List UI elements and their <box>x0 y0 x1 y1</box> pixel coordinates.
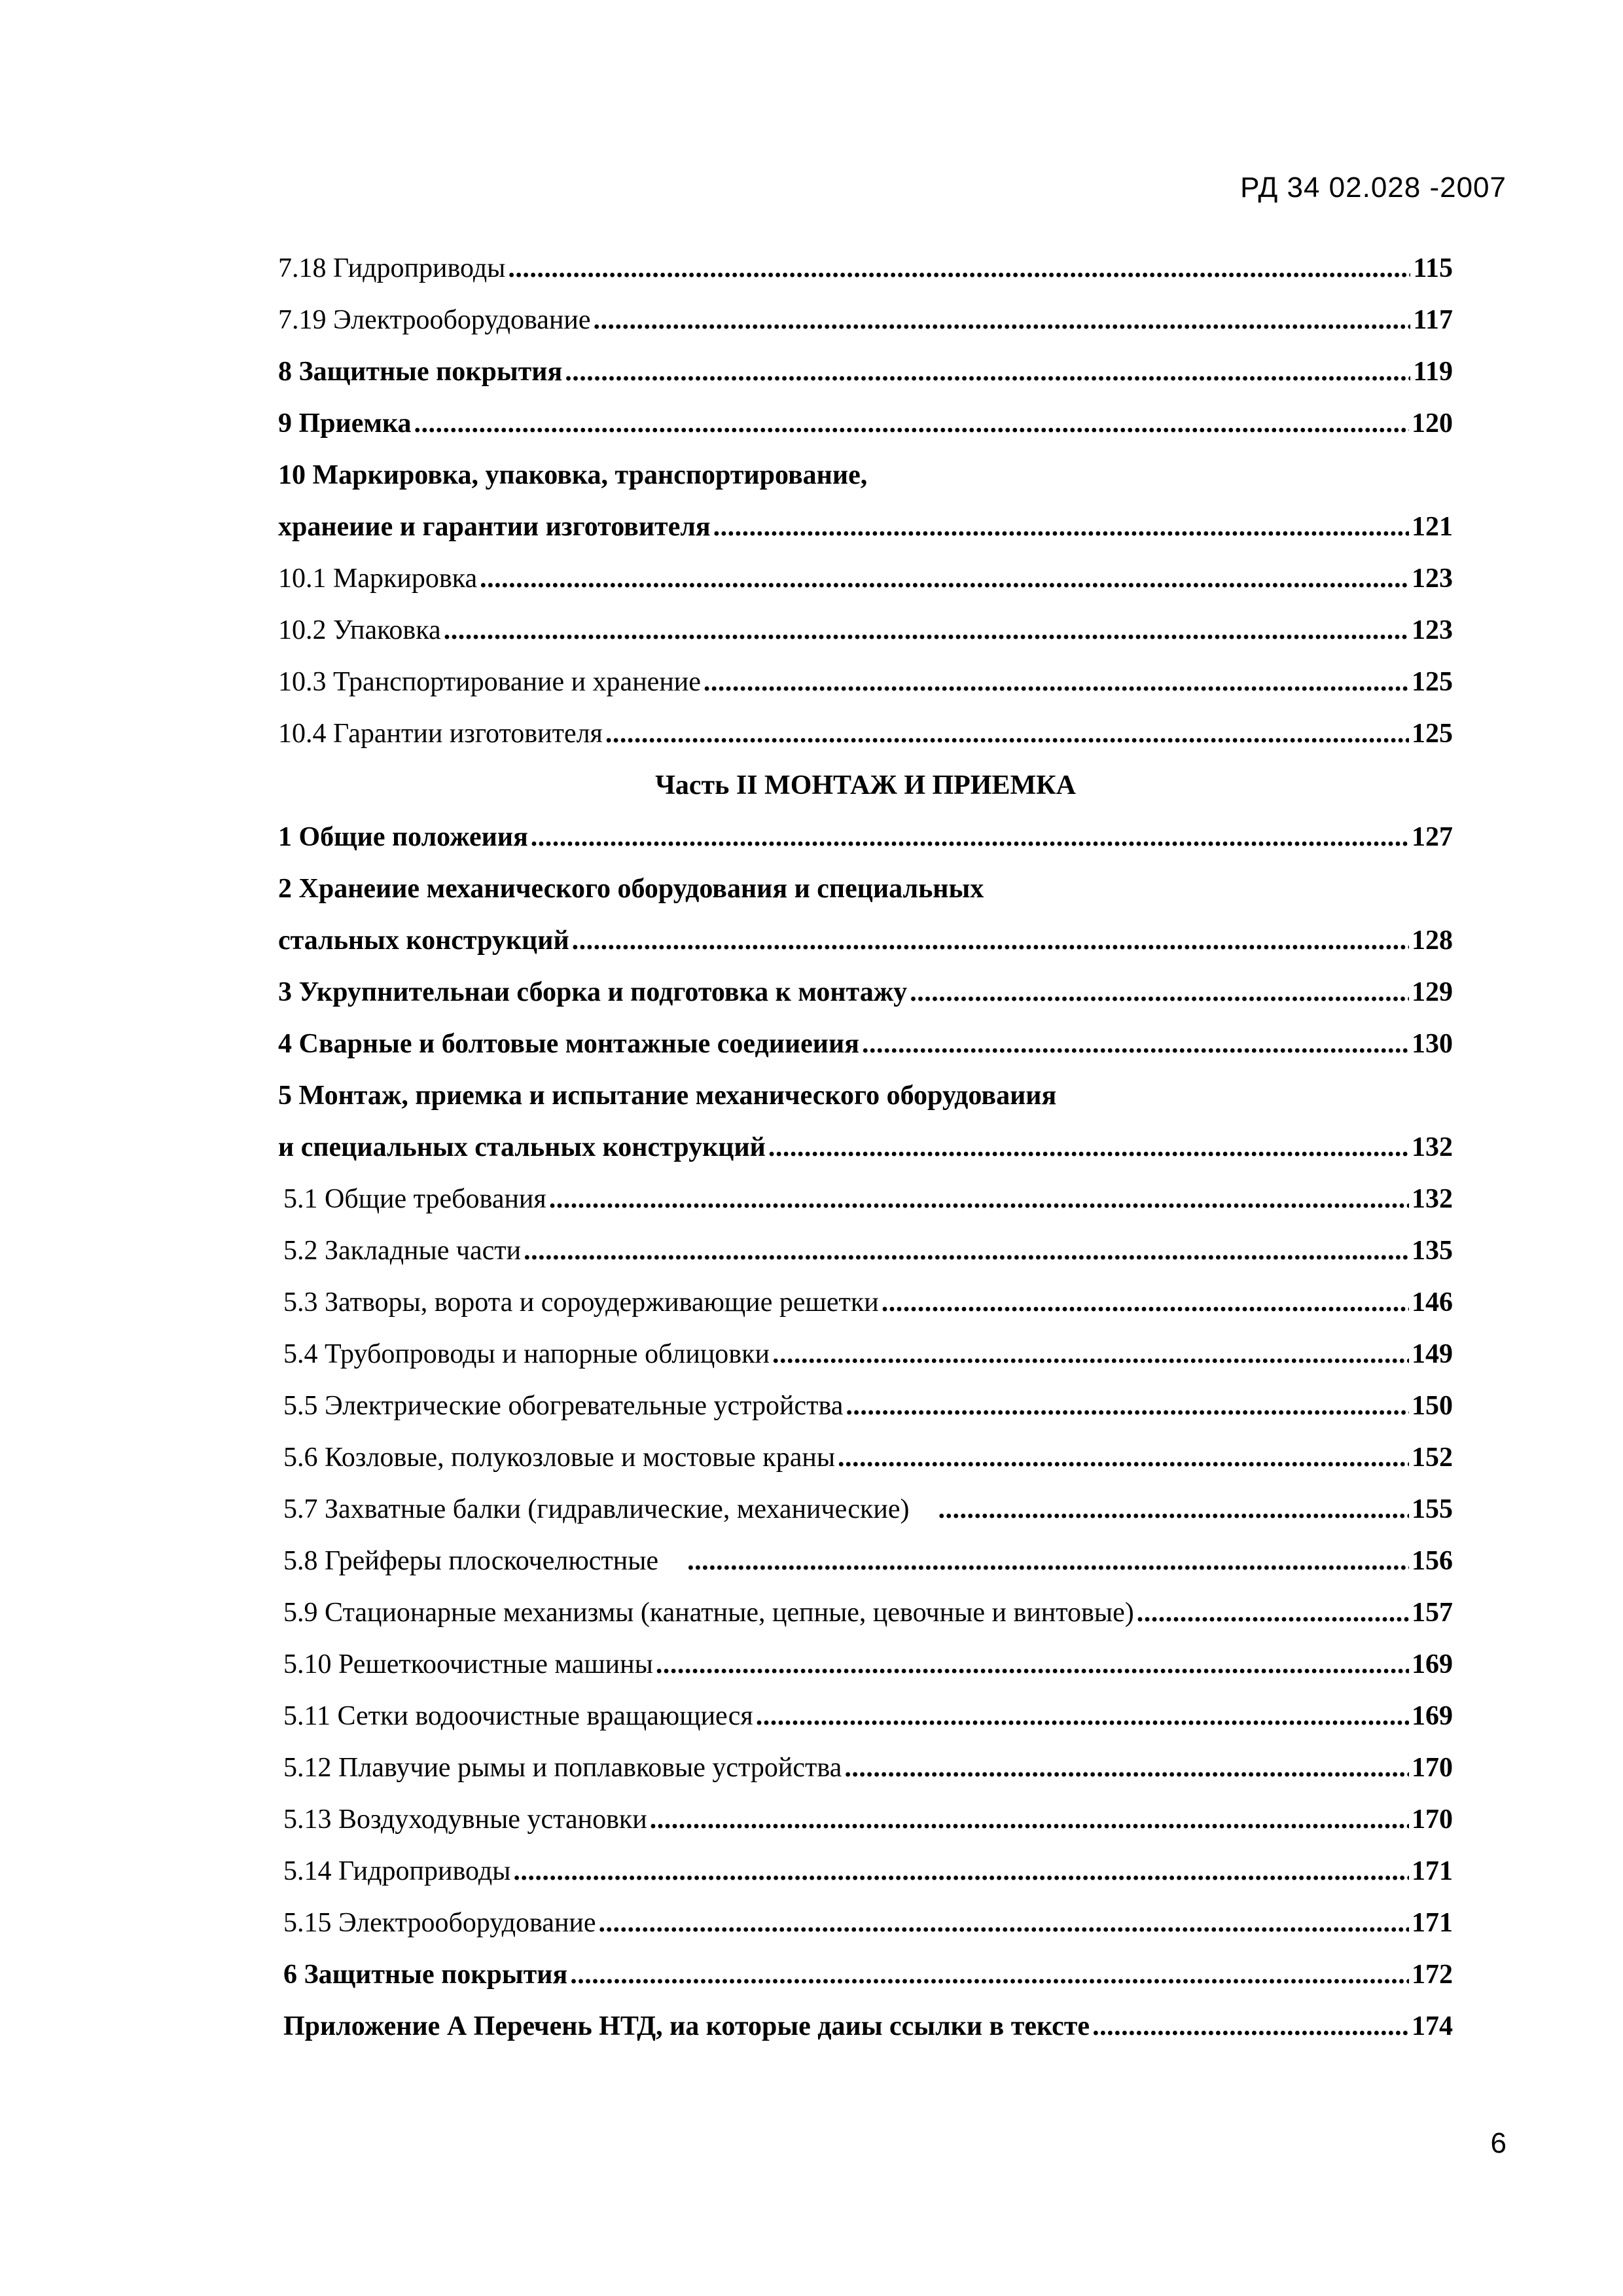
toc-entry-page: 129 <box>1412 977 1453 1007</box>
toc-entry-title: 9 Приемка <box>278 408 412 439</box>
dot-leader <box>862 1030 1409 1058</box>
toc-entry-page: 149 <box>1412 1338 1453 1369</box>
toc-row[interactable] <box>278 1328 1453 1380</box>
toc-entry-page: 152 <box>1412 1442 1453 1473</box>
toc-part2 <box>278 811 1453 2052</box>
toc-entry-page: 135 <box>1412 1235 1453 1266</box>
dot-leader <box>524 1237 1409 1265</box>
toc-entry-title: 3 Укрупнительнаи сборка и подготовка к монтажу <box>278 977 908 1007</box>
toc-entry-title: 5.3 Затворы, ворота и сороудерживающие решетки <box>283 1287 879 1318</box>
toc-entry-title: и специальных стальных конструкций <box>278 1132 766 1162</box>
toc-row[interactable] <box>278 1690 1453 1742</box>
toc-entry-title: 1 Общие положеиия <box>278 821 528 852</box>
toc-entry-title: 5.13 Воздуходувные установки <box>283 1804 647 1835</box>
dot-leader <box>594 306 1411 334</box>
part-heading: Часть II МОНТАЖ И ПРИЕМКА <box>655 770 1076 800</box>
toc-entry-title: 5.6 Козловые, полукозловые и мостовые краны <box>283 1442 836 1473</box>
toc-row[interactable] <box>278 1845 1453 1897</box>
toc-entry-title: 5.14 Гидроприводы <box>283 1856 511 1886</box>
toc-entry-title: 10.3 Транспортирование и хранение <box>278 666 701 697</box>
toc-entry-page: 146 <box>1412 1287 1453 1318</box>
toc-entry-title: 5.9 Стационарные механизмы (канатные, цепные, цевочные и винтовые) <box>283 1597 1134 1628</box>
toc-entry-page: 117 <box>1413 304 1453 335</box>
toc-entry-title: Приложение А Перечень НТД, иа которые даиы ссылки в тексте <box>283 2011 1090 2041</box>
toc-row[interactable] <box>278 1121 1453 1173</box>
toc-entry-page: 170 <box>1412 1804 1453 1835</box>
toc-entry-page: 125 <box>1412 666 1453 697</box>
toc-entry-page: 132 <box>1412 1132 1453 1162</box>
toc-part1 <box>278 242 1453 759</box>
toc-row[interactable] <box>278 501 1453 552</box>
dot-leader <box>572 927 1409 954</box>
toc-row[interactable] <box>278 346 1453 397</box>
dot-leader <box>444 617 1409 644</box>
toc-entry-title: 5.15 Электрооборудование <box>283 1907 596 1938</box>
toc-entry-page: 132 <box>1412 1183 1453 1214</box>
toc-entry-page: 172 <box>1412 1959 1453 1990</box>
toc-row[interactable] <box>278 552 1453 604</box>
toc-entry-page: 150 <box>1412 1390 1453 1421</box>
table-of-contents <box>278 242 1453 2052</box>
toc-entry-title: хранеиие и гарантии изготовителя <box>278 511 711 542</box>
dot-leader <box>508 255 1410 282</box>
toc-entry-page: 174 <box>1412 2011 1453 2041</box>
toc-row[interactable] <box>278 397 1453 449</box>
toc-entry-title: 10.1 Маркировка <box>278 563 478 594</box>
dot-leader <box>1137 1599 1409 1626</box>
dot-leader <box>1092 2013 1409 2040</box>
dot-leader <box>570 1961 1409 1988</box>
toc-entry-title: 5.7 Захватные балки (гидравлические, механические) <box>283 1494 910 1524</box>
toc-row[interactable] <box>278 811 1453 863</box>
toc-entry-page: 171 <box>1412 1856 1453 1886</box>
toc-entry-title: 5.4 Трубопроводы и напорные облицовки <box>283 1338 770 1369</box>
toc-entry-title: 7.19 Электрооборудование <box>278 304 591 335</box>
dot-leader <box>480 565 1409 592</box>
toc-entry-title: 5 Монтаж, приемка и испытание механического оборудоваиия <box>278 1080 1057 1111</box>
toc-entry-title: стальных конструкций <box>278 925 569 956</box>
toc-entry-page: 127 <box>1412 821 1453 852</box>
toc-entry-page: 130 <box>1412 1028 1453 1059</box>
toc-entry-title: 8 Защитные покрытия <box>278 356 563 387</box>
toc-entry-title: 5.8 Грейферы плоскочелюстные <box>283 1545 659 1576</box>
dot-leader <box>513 1857 1409 1885</box>
toc-entry-page: 120 <box>1412 408 1453 439</box>
toc-row[interactable] <box>278 863 1453 914</box>
toc-row[interactable] <box>278 1897 1453 1948</box>
toc-entry-title: 5.12 Плавучие рымы и поплавковые устройства <box>283 1752 842 1783</box>
toc-entry-page: 115 <box>1413 253 1453 283</box>
toc-row[interactable] <box>278 656 1453 708</box>
toc-row[interactable] <box>278 242 1453 294</box>
toc-row[interactable] <box>278 1276 1453 1328</box>
dot-leader <box>531 823 1409 851</box>
toc-entry-page: 156 <box>1412 1545 1453 1576</box>
dot-leader <box>713 513 1409 541</box>
toc-entry-title: 10.4 Гарантии изготовителя <box>278 718 603 749</box>
toc-entry-title: 5.10 Решеткоочистные машины <box>283 1649 653 1679</box>
toc-row[interactable] <box>278 1483 1453 1535</box>
toc-entry-title: 5.2 Закладные части <box>283 1235 522 1266</box>
toc-entry-title: 10.2 Упаковка <box>278 615 441 645</box>
dot-leader <box>772 1340 1409 1368</box>
dot-leader <box>838 1444 1409 1471</box>
toc-row[interactable] <box>278 1793 1453 1845</box>
toc-row[interactable] <box>278 914 1453 966</box>
toc-entry-page: 123 <box>1412 615 1453 645</box>
toc-entry-page: 169 <box>1412 1649 1453 1679</box>
toc-row[interactable] <box>278 1069 1453 1121</box>
toc-entry-title: 6 Защитные покрытия <box>283 1959 568 1990</box>
page-number: 6 <box>1490 2127 1507 2159</box>
dot-leader <box>846 1392 1409 1420</box>
toc-row[interactable] <box>278 1948 1453 2000</box>
dot-leader <box>565 358 1410 386</box>
dot-leader <box>599 1909 1409 1937</box>
toc-entry-title: 10 Маркировка, упаковка, транспортирование, <box>278 459 868 490</box>
toc-row[interactable] <box>278 2000 1453 2052</box>
toc-row[interactable] <box>278 449 1453 501</box>
toc-entry-title: 5.11 Сетки водоочистные вращающиеся <box>283 1700 753 1731</box>
document-code: РД 34 02.028 -2007 <box>1240 171 1507 204</box>
dot-leader <box>768 1134 1409 1161</box>
dot-leader <box>605 720 1409 747</box>
toc-row[interactable] <box>278 294 1453 346</box>
toc-row[interactable] <box>278 1638 1453 1690</box>
dot-leader <box>938 1496 1409 1523</box>
toc-row[interactable] <box>278 1431 1453 1483</box>
toc-row[interactable] <box>278 1173 1453 1225</box>
toc-entry-page: 123 <box>1412 563 1453 594</box>
toc-entry-page: 119 <box>1413 356 1453 387</box>
dot-leader <box>650 1806 1409 1833</box>
dot-leader <box>656 1651 1409 1678</box>
toc-entry-title: 5.5 Электрические обогревательные устройства <box>283 1390 844 1421</box>
toc-entry-page: 171 <box>1412 1907 1453 1938</box>
dot-leader <box>910 978 1409 1006</box>
toc-entry-page: 128 <box>1412 925 1453 956</box>
toc-entry-page: 170 <box>1412 1752 1453 1783</box>
toc-row[interactable] <box>278 604 1453 656</box>
toc-entry-page: 121 <box>1412 511 1453 542</box>
toc-row[interactable] <box>278 1225 1453 1276</box>
dot-leader <box>549 1185 1409 1213</box>
dot-leader <box>844 1754 1409 1782</box>
toc-row[interactable] <box>278 1587 1453 1638</box>
toc-entry-page: 155 <box>1412 1494 1453 1524</box>
toc-entry-page: 157 <box>1412 1597 1453 1628</box>
toc-row[interactable] <box>278 966 1453 1018</box>
toc-entry-page: 169 <box>1412 1700 1453 1731</box>
toc-row[interactable] <box>278 1535 1453 1587</box>
dot-leader <box>414 410 1409 437</box>
toc-row[interactable] <box>278 1380 1453 1431</box>
toc-entry-title: 4 Сварные и болтовые монтажные соедииеиия <box>278 1028 859 1059</box>
toc-row[interactable] <box>278 708 1453 759</box>
toc-entry-page: 125 <box>1412 718 1453 749</box>
toc-entry-title: 2 Хранеиие механического оборудования и специальных <box>278 873 984 904</box>
toc-row[interactable] <box>278 1742 1453 1793</box>
dot-leader <box>704 668 1409 696</box>
toc-entry-title: 7.18 Гидроприводы <box>278 253 506 283</box>
dot-leader <box>756 1702 1409 1730</box>
toc-entry-title: 5.1 Общие требования <box>283 1183 546 1214</box>
dot-leader <box>882 1289 1409 1316</box>
toc-row[interactable] <box>278 1018 1453 1069</box>
dot-leader <box>687 1547 1409 1575</box>
